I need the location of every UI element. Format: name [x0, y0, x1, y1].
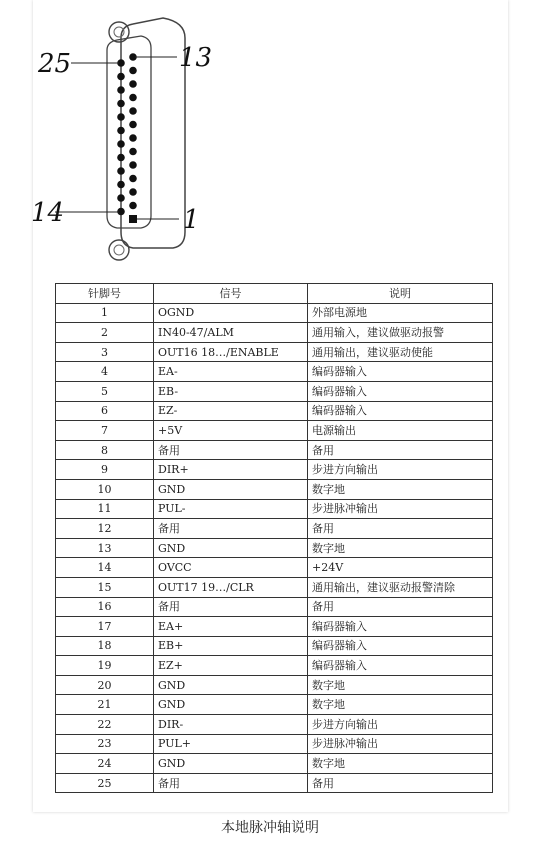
signal-cell: 备用: [154, 440, 308, 460]
pin-number-cell: 17: [56, 617, 154, 637]
pin-number-cell: 6: [56, 401, 154, 421]
description-cell: 编码器输入: [308, 656, 493, 676]
pin-number-cell: 2: [56, 323, 154, 343]
pin-number-cell: 11: [56, 499, 154, 519]
description-cell: 备用: [308, 597, 493, 617]
pin-number-cell: 3: [56, 342, 154, 362]
signal-cell: OUT17 19…/CLR: [154, 577, 308, 597]
description-cell: 备用: [308, 773, 493, 793]
pin-number-cell: 18: [56, 636, 154, 656]
signal-cell: GND: [154, 754, 308, 774]
figure-caption: 本地脉冲轴说明: [221, 820, 319, 836]
description-cell: 电源输出: [308, 421, 493, 441]
description-cell: 数字地: [308, 675, 493, 695]
pin-number-cell: 21: [56, 695, 154, 715]
signal-cell: DIR-: [154, 715, 308, 735]
description-cell: +24V: [308, 558, 493, 578]
pin-number-cell: 12: [56, 519, 154, 539]
connector-face: [107, 36, 151, 228]
signal-cell: OUT16 18…/ENABLE: [154, 342, 308, 362]
pin-number-cell: 5: [56, 381, 154, 401]
pin-number-cell: 16: [56, 597, 154, 617]
signal-cell: PUL-: [154, 499, 308, 519]
description-cell: 数字地: [308, 695, 493, 715]
signal-cell: EB-: [154, 381, 308, 401]
signal-cell: OVCC: [154, 558, 308, 578]
pin-number-cell: 22: [56, 715, 154, 735]
pin-number-cell: 25: [56, 773, 154, 793]
table-body: [56, 303, 493, 793]
document-card: [33, 0, 508, 812]
table-row: [56, 656, 493, 676]
table-row: [56, 381, 493, 401]
table-row: [56, 773, 493, 793]
description-cell: 外部电源地: [308, 303, 493, 323]
description-cell: 编码器输入: [308, 617, 493, 637]
signal-cell: 备用: [154, 597, 308, 617]
description-cell: 编码器输入: [308, 636, 493, 656]
signal-cell: EZ-: [154, 401, 308, 421]
description-cell: 编码器输入: [308, 362, 493, 382]
table-row: [56, 362, 493, 382]
table-row: [56, 675, 493, 695]
pin-number-cell: 7: [56, 421, 154, 441]
table-row: [56, 519, 493, 539]
signal-cell: 备用: [154, 519, 308, 539]
pin-label-1: 1: [183, 205, 200, 235]
pin-number-cell: 15: [56, 577, 154, 597]
signal-cell: EA+: [154, 617, 308, 637]
connector-shell: [121, 18, 185, 248]
pin-label-13: 13: [179, 43, 213, 73]
table-row: [56, 715, 493, 735]
table-row: [56, 754, 493, 774]
pin-number-cell: 20: [56, 675, 154, 695]
description-cell: 数字地: [308, 479, 493, 499]
description-cell: 编码器输入: [308, 381, 493, 401]
pin-number-cell: 10: [56, 479, 154, 499]
pin-label-25: 25: [38, 49, 72, 79]
table-header-row: [56, 284, 493, 304]
description-cell: 编码器输入: [308, 401, 493, 421]
table-row: [56, 303, 493, 323]
pin-number-cell: 24: [56, 754, 154, 774]
pin-number-cell: 9: [56, 460, 154, 480]
table-row: [56, 460, 493, 480]
signal-cell: GND: [154, 675, 308, 695]
description-cell: 数字地: [308, 754, 493, 774]
pin-number-cell: 23: [56, 734, 154, 754]
pin-number-cell: 14: [56, 558, 154, 578]
db25-connector-diagram: [33, 0, 293, 275]
table-row: [56, 421, 493, 441]
signal-cell: PUL+: [154, 734, 308, 754]
description-cell: 数字地: [308, 538, 493, 558]
description-cell: 步进脉冲输出: [308, 734, 493, 754]
table-row: [56, 597, 493, 617]
table-row: [56, 323, 493, 343]
description-cell: 通用输入，建议做驱动报警: [308, 323, 493, 343]
pin-number-cell: 8: [56, 440, 154, 460]
pin-number-cell: 19: [56, 656, 154, 676]
description-cell: 通用输出，建议驱动报警清除: [308, 577, 493, 597]
signal-cell: 备用: [154, 773, 308, 793]
signal-cell: GND: [154, 695, 308, 715]
mount-hole-bottom: [109, 240, 129, 260]
pin-column-1-13: [129, 53, 137, 223]
signal-cell: GND: [154, 479, 308, 499]
table-row: [56, 695, 493, 715]
signal-cell: +5V: [154, 421, 308, 441]
table-row: [56, 558, 493, 578]
table-row: [56, 538, 493, 558]
description-cell: 步进方向输出: [308, 715, 493, 735]
table-row: [56, 577, 493, 597]
signal-cell: OGND: [154, 303, 308, 323]
table-row: [56, 401, 493, 421]
table-row: [56, 342, 493, 362]
description-cell: 步进方向输出: [308, 460, 493, 480]
table-row: [56, 479, 493, 499]
pin-number-cell: 4: [56, 362, 154, 382]
table-row: [56, 440, 493, 460]
header-pin-number: 针脚号: [56, 284, 154, 304]
signal-cell: EZ+: [154, 656, 308, 676]
header-description: 说明: [308, 284, 493, 304]
signal-cell: DIR+: [154, 460, 308, 480]
header-signal: 信号: [154, 284, 308, 304]
description-cell: 通用输出，建议驱动使能: [308, 342, 493, 362]
description-cell: 备用: [308, 519, 493, 539]
description-cell: 步进脉冲输出: [308, 499, 493, 519]
pin-number-cell: 1: [56, 303, 154, 323]
signal-cell: EA-: [154, 362, 308, 382]
pin-assignment-table: [55, 283, 493, 793]
signal-cell: GND: [154, 538, 308, 558]
table-row: [56, 617, 493, 637]
pin-label-14: 14: [31, 198, 65, 228]
description-cell: 备用: [308, 440, 493, 460]
signal-cell: IN40-47/ALM: [154, 323, 308, 343]
table-row: [56, 636, 493, 656]
table-row: [56, 499, 493, 519]
signal-cell: EB+: [154, 636, 308, 656]
db25-connector-drawing: [33, 0, 293, 275]
pin-number-cell: 13: [56, 538, 154, 558]
table-row: [56, 734, 493, 754]
